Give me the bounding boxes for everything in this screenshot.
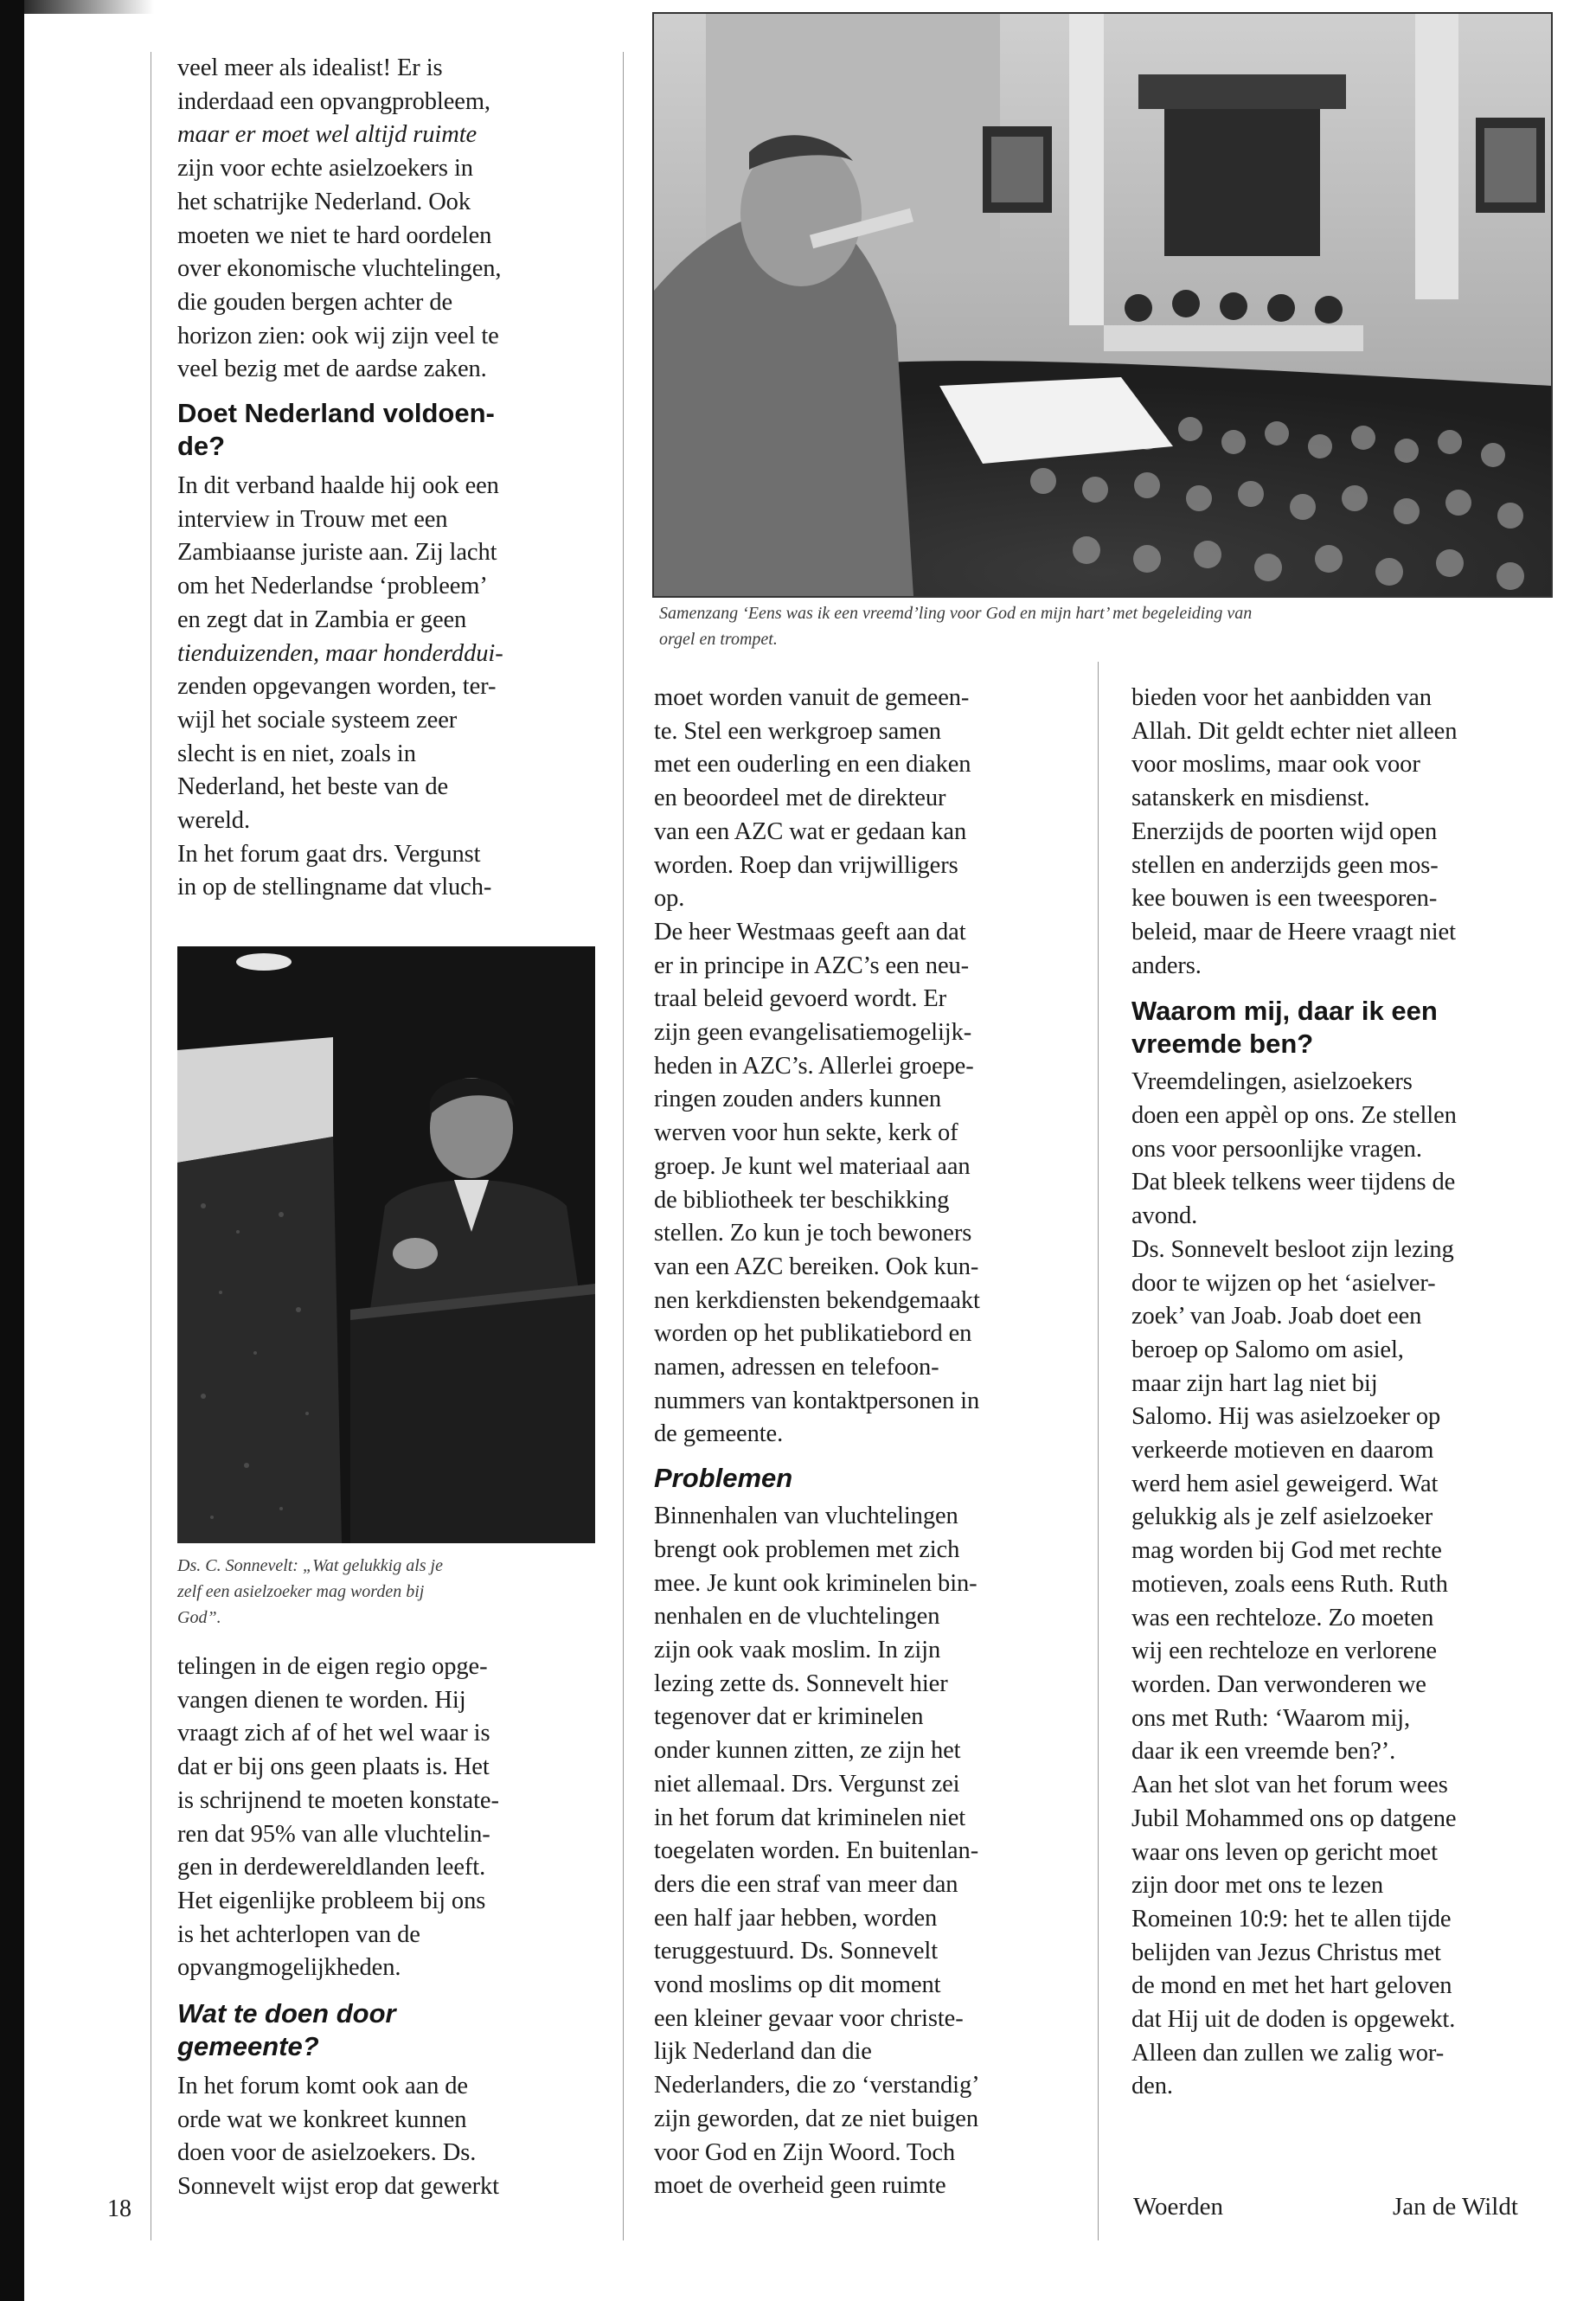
text-line: die gouden bergen achter de	[177, 288, 453, 316]
photo-top-caption	[659, 600, 1252, 652]
text-line: de gemeente.	[654, 1420, 784, 1448]
text-line: vond moslims op dit moment	[654, 1971, 941, 1999]
text-line: ons voor persoonlijke vragen.	[1131, 1135, 1422, 1163]
text-line: Alleen dan zullen we zalig wor-	[1131, 2039, 1445, 2067]
text-line: slecht is en niet, zoals in	[177, 740, 416, 767]
text-line: De heer Westmaas geeft aan dat	[654, 918, 966, 945]
text-line: zijn ook vaak moslim. In zijn	[654, 1636, 941, 1663]
text-line: mag worden bij God met rechte	[1131, 1537, 1442, 1565]
text-line: zoek’ van Joab. Joab doet een	[1131, 1303, 1422, 1330]
text-line: opvangmogelijkheden.	[177, 1954, 401, 1982]
text-line: Sonnevelt wijst erop dat gewerkt	[177, 2173, 499, 2201]
text-line: anders.	[1131, 952, 1202, 979]
text-line: belijden van Jezus Christus met	[1131, 1939, 1441, 1966]
text-line: Jubil Mohammed ons op datgene	[1131, 1804, 1457, 1832]
text-line: veel meer als idealist! Er is	[177, 54, 443, 81]
text-line: gen in derdewereldlanden leeft.	[177, 1854, 486, 1881]
text-line: stellen. Zo kun je toch bewoners	[654, 1220, 972, 1247]
text-line: orde wat we konkreet kunnen	[177, 2106, 467, 2133]
text-line: mee. Je kunt ook kriminelen bin-	[654, 1569, 977, 1597]
page-number: 18	[107, 2195, 131, 2222]
text-line: nenhalen en de vluchtelingen	[654, 1603, 940, 1631]
col3-paragraph-1	[1131, 682, 1564, 983]
text-line: zijn voor echte asielzoekers in	[177, 155, 473, 183]
text-line: tienduizenden, maar honderddui-	[177, 639, 503, 667]
text-line: waar ons leven op gericht moet	[1131, 1838, 1438, 1866]
text-line: doen voor de asielzoekers. Ds.	[177, 2139, 477, 2167]
footer-place: Woerden	[1133, 2193, 1223, 2221]
text-line: een kleiner gevaar voor christe-	[654, 2004, 964, 2032]
text-line: doen een appèl op ons. Ze stellen	[1131, 1102, 1457, 1130]
text-line: God”.	[177, 1608, 221, 1627]
text-line: Doet Nederland voldoen-	[177, 398, 495, 429]
text-line: lijk Nederland dan die	[654, 2038, 872, 2066]
text-line: wij een rechteloze en verlorene	[1131, 1638, 1437, 1665]
text-line: satanskerk en misdienst.	[1131, 785, 1370, 812]
col1-paragraph-1	[177, 52, 601, 387]
photo-left-caption	[177, 1553, 443, 1631]
text-line: door te wijzen op het ‘asielver-	[1131, 1269, 1436, 1297]
text-line: toegelaten worden. En buitenlan-	[654, 1837, 979, 1865]
text-line: is schrijnend te moeten konstate-	[177, 1786, 499, 1814]
text-line: gemeente?	[177, 2031, 319, 2062]
text-line: moeten we niet te hard oordelen	[177, 221, 492, 249]
text-line: namen, adressen en telefoon-	[654, 1354, 939, 1381]
text-line: de mond en met het hart geloven	[1131, 1972, 1452, 2000]
text-line: Zambiaanse juriste aan. Zij lacht	[177, 539, 497, 567]
page-corner-shadow	[24, 0, 154, 14]
text-line: de?	[177, 431, 226, 462]
text-line: en zegt dat in Zambia er geen	[177, 606, 467, 633]
text-line: moet worden vanuit de gemeen-	[654, 684, 970, 711]
text-line: worden. Dan verwonderen we	[1131, 1670, 1426, 1698]
text-line: over ekonomische vluchtelingen,	[177, 255, 502, 283]
text-line: verkeerde motieven en daarom	[1131, 1437, 1434, 1465]
text-line: teruggestuurd. Ds. Sonnevelt	[654, 1938, 939, 1965]
text-line: heden in AZC’s. Allerlei groepe-	[654, 1052, 974, 1080]
text-line: Nederland, het beste van de	[177, 773, 449, 801]
column-rule-1	[623, 52, 624, 2240]
text-line: groep. Je kunt wel materiaal aan	[654, 1152, 971, 1180]
text-line: telingen in de eigen regio opge-	[177, 1653, 488, 1680]
text-line: gelukkig als je zelf asielzoeker	[1131, 1503, 1433, 1531]
text-line: Binnenhalen van vluchtelingen	[654, 1503, 958, 1530]
text-line: tegenover dat er kriminelen	[654, 1703, 924, 1731]
text-line: voor moslims, maar ook voor	[1131, 751, 1420, 779]
heading-problemen: Problemen	[654, 1463, 793, 1494]
text-line: interview in Trouw met een	[177, 505, 448, 533]
text-line: ringen zouden anders kunnen	[654, 1086, 942, 1113]
heading-waarom-mij	[1131, 995, 1564, 1061]
text-line: vreemde ben?	[1131, 1029, 1314, 1060]
column-rule-2	[1098, 662, 1099, 2240]
heading-doet-nederland	[177, 397, 601, 463]
text-line: avond.	[1131, 1202, 1198, 1230]
column-3	[1131, 682, 1564, 2104]
text-line: een half jaar hebben, worden	[654, 1904, 938, 1932]
text-line: beroep op Salomo om asiel,	[1131, 1336, 1404, 1363]
heading-wat-te-doen	[177, 1997, 601, 2063]
text-line: Wat te doen door	[177, 1998, 396, 2029]
text-line: lezing zette ds. Sonnevelt hier	[654, 1670, 948, 1697]
text-line: Romeinen 10:9: het te allen tijde	[1131, 1905, 1452, 1932]
text-line: Ds. C. Sonnevelt: „Wat gelukkig als je	[177, 1556, 443, 1575]
col1-paragraph-3	[177, 1650, 601, 1985]
text-line: brengt ook problemen met zich	[654, 1535, 960, 1563]
col1-paragraph-4	[177, 2070, 601, 2204]
column-1	[177, 52, 601, 905]
column-1-lower	[177, 1650, 601, 2204]
text-line: wijl het sociale systeem zeer	[177, 706, 458, 734]
text-line: In dit verband haalde hij ook een	[177, 472, 499, 500]
text-line: orgel en trompet.	[659, 630, 778, 649]
text-line: vraagt zich af of het wel waar is	[177, 1720, 490, 1747]
col3-paragraph-2	[1131, 1066, 1564, 2104]
text-line: Aan het slot van het forum wees	[1131, 1772, 1448, 1799]
col2-paragraph-2	[654, 1500, 1086, 2203]
text-line: motieven, zoals eens Ruth. Ruth	[1131, 1570, 1448, 1598]
text-line: maar er moet wel altijd ruimte	[177, 121, 478, 149]
text-line: Nederlanders, die zo ‘verstandig’	[654, 2072, 980, 2099]
text-line: er in principe in AZC’s een neu-	[654, 952, 970, 979]
text-line: daar ik een vreemde ben?’.	[1131, 1738, 1396, 1766]
text-line: traal beleid gevoerd wordt. Er	[654, 985, 947, 1013]
text-line: wereld.	[177, 807, 250, 835]
text-line: was een rechteloze. Zo moeten	[1131, 1604, 1434, 1631]
text-line: in op de stellingname dat vluch-	[177, 874, 492, 901]
text-line: zijn geen evangelisatiemogelijk-	[654, 1019, 972, 1047]
text-line: van een AZC wat er gedaan kan	[654, 817, 967, 845]
text-line: In het forum gaat drs. Vergunst	[177, 840, 481, 868]
footer-author: Jan de Wildt	[1393, 2193, 1518, 2221]
text-line: bieden voor het aanbidden van	[1131, 684, 1432, 711]
text-line: zenden opgevangen worden, ter-	[177, 673, 497, 701]
text-line: veel bezig met de aardse zaken.	[177, 356, 487, 383]
text-line: inderdaad een opvangprobleem,	[177, 87, 490, 115]
photo-speaker-image	[177, 946, 595, 1543]
text-line: Allah. Dit geldt echter niet alleen	[1131, 717, 1458, 745]
text-line: ders die een straf van meer dan	[654, 1870, 958, 1898]
text-line: Samenzang ‘Eens was ik een vreemd’ling voor God en mijn hart’ met begeleiding van	[659, 604, 1253, 623]
text-line: nummers van kontaktpersonen in	[654, 1387, 980, 1414]
text-line: maar zijn hart lag niet bij	[1131, 1369, 1378, 1397]
text-line: vangen dienen te worden. Hij	[177, 1686, 466, 1714]
photo-church-hall-image	[654, 14, 1551, 596]
text-line: dat Hij uit de doden is opgewekt.	[1131, 2006, 1456, 2034]
text-line: beleid, maar de Heere vraagt niet	[1131, 918, 1456, 945]
text-line: zijn door met ons te lezen	[1131, 1872, 1384, 1900]
text-line: het schatrijke Nederland. Ook	[177, 188, 471, 215]
text-line: zelf een asielzoeker mag worden bij	[177, 1582, 425, 1601]
text-line: Salomo. Hij was asielzoeker op	[1131, 1403, 1441, 1431]
text-line: van een AZC bereiken. Ook kun-	[654, 1253, 979, 1280]
text-line: kee bouwen is een tweesporen-	[1131, 885, 1438, 913]
text-line: dat er bij ons geen plaats is. Het	[177, 1753, 490, 1781]
col2-paragraph-1	[654, 682, 1086, 1452]
text-line: met een ouderling en een diaken	[654, 751, 971, 779]
text-line: stellen en anderzijds geen mos-	[1131, 851, 1439, 879]
text-line: Het eigenlijke probleem bij ons	[177, 1887, 486, 1914]
text-line: zijn geworden, dat ze niet buigen	[654, 2105, 978, 2132]
text-line: ren dat 95% van alle vluchtelin-	[177, 1820, 490, 1848]
text-line: worden op het publikatiebord en	[654, 1320, 972, 1348]
text-line: is het achterlopen van de	[177, 1920, 420, 1948]
text-line: en beoordeel met de direkteur	[654, 785, 946, 812]
text-line: Enerzijds de poorten wijd open	[1131, 817, 1438, 845]
text-line: voor God en Zijn Woord. Toch	[654, 2138, 956, 2166]
text-line: werd hem asiel geweigerd. Wat	[1131, 1470, 1439, 1497]
text-line: werven voor hun sekte, kerk of	[654, 1119, 958, 1147]
text-line: ons met Ruth: ‘Waarom mij,	[1131, 1704, 1411, 1732]
text-line: In het forum komt ook aan de	[177, 2073, 468, 2100]
photo-church-hall	[652, 12, 1553, 598]
text-line: Waarom mij, daar ik een	[1131, 996, 1438, 1027]
text-line: om het Nederlandse ‘probleem’	[177, 573, 488, 600]
text-line: Vreemdelingen, asielzoekers	[1131, 1068, 1413, 1096]
text-line: worden. Roep dan vrijwilligers	[654, 851, 958, 879]
text-line: op.	[654, 885, 685, 913]
text-line: nen kerkdiensten bekendgemaakt	[654, 1286, 980, 1314]
text-line: de bibliotheek ter beschikking	[654, 1186, 950, 1214]
column-2	[654, 682, 1086, 2203]
text-line: in het forum dat kriminelen niet	[654, 1804, 966, 1831]
text-line: moet de overheid geen ruimte	[654, 2172, 946, 2200]
text-line: horizon zien: ook wij zijn veel te	[177, 322, 499, 349]
page-spine-edge	[0, 0, 24, 2301]
text-line: onder kunnen zitten, ze zijn het	[654, 1737, 961, 1765]
text-line: Ds. Sonnevelt besloot zijn lezing	[1131, 1235, 1454, 1263]
text-line: den.	[1131, 2073, 1173, 2100]
text-line: te. Stel een werkgroep samen	[654, 717, 941, 745]
text-line: niet allemaal. Drs. Vergunst zei	[654, 1770, 960, 1798]
col1-paragraph-2	[177, 470, 601, 905]
text-line: Dat bleek telkens weer tijdens de	[1131, 1169, 1456, 1196]
photo-speaker	[177, 946, 595, 1543]
